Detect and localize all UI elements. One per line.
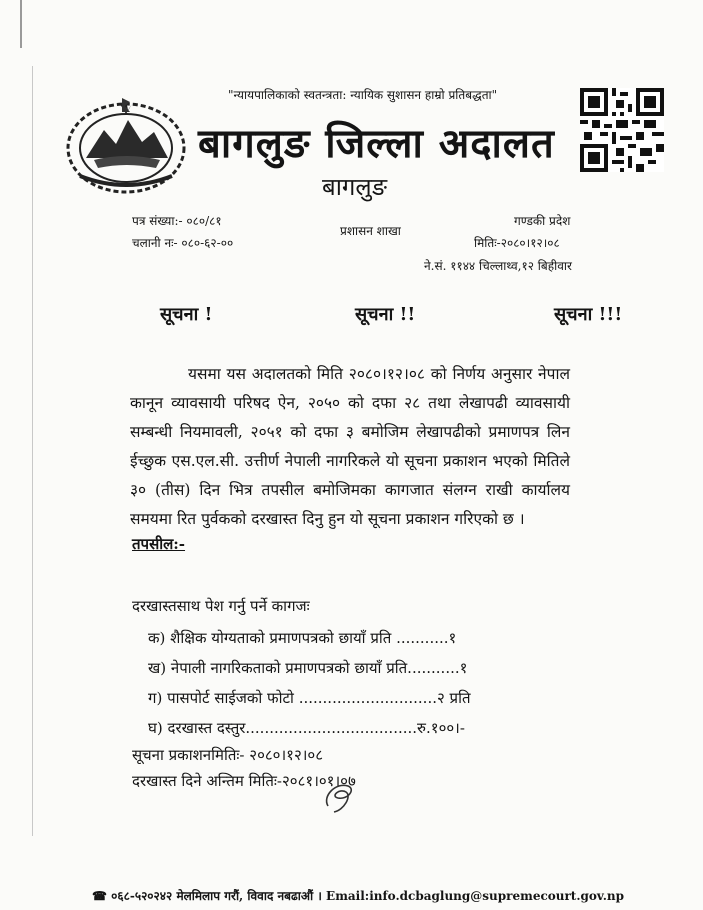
court-motto: "न्यायपालिकाको स्वतन्त्रता: न्यायिक सुशासन हाम्रो प्रतिबद्धता" — [228, 88, 498, 102]
publish-date: सूचना प्रकाशनमितिः- २०८०।१२।०८ — [132, 746, 324, 764]
document-item: घ) दरखास्त दस्तुर....................................रु.१००।- — [148, 719, 465, 737]
letter-date: मितिः-२०८०।१२।०८ — [474, 236, 560, 250]
staple-mark — [20, 0, 22, 48]
court-city: बागलुङ — [322, 173, 387, 201]
letter-number: पत्र संख्या:- ०८०/८१ — [132, 214, 222, 228]
dispatch-number: चलानी नः- ०८०-६२-०० — [132, 236, 234, 250]
notice-word-2: सूचना !! — [355, 304, 416, 325]
application-deadline: दरखास्त दिने अन्तिम मितिः-२०८१।०१।०७ — [132, 772, 356, 790]
footer-contact: ☎ ०६८-५२०२४२ मेलमिलाप गरौं, विवाद नबढाऔं । Email:info.dcbaglung@supremecourt.gov.np — [92, 889, 624, 903]
details-heading: तपसील:- — [132, 535, 186, 553]
document-item: ग) पासपोर्ट साईजको फोटो .............................२ प्रति — [148, 689, 471, 707]
court-name: बागलुङ जिल्ला अदालत — [198, 120, 555, 167]
notice-word-1: सूचना ! — [160, 304, 213, 325]
signature-mark — [318, 776, 360, 816]
document-item: ख) नेपाली नागरिकताको प्रमाणपत्रको छायाँ प्रति...........१ — [148, 659, 468, 677]
qr-code-icon — [580, 88, 664, 172]
province-name: गण्डकी प्रदेश — [514, 214, 571, 228]
nepal-sambat-date: ने.सं. ११४४ चिल्लाथ्व,१२ बिहीवार — [424, 259, 572, 273]
branch-name: प्रशासन शाखा — [340, 224, 401, 238]
documents-intro: दरखास्तसाथ पेश गर्नु पर्ने कागजः — [132, 597, 310, 615]
document-item: क) शैक्षिक योग्यताको प्रमाणपत्रको छायाँ प्रति ...........१ — [148, 629, 457, 647]
national-emblem-icon — [64, 96, 188, 196]
page-edge-line — [32, 66, 33, 836]
notice-body: यसमा यस अदालतको मिति २०८०।१२।०८ को निर्णय अनुसार नेपाल कानून व्यावसायी परिषद ऐन, २०५० को दफा २८ तथा लेखापढी व्यावसायी सम्बन्धी नियमावली, २०५१ को दफा ३ बमोजिम लेखापढीको प्रमाणपत्र लिन ईच्छुक एस.एल.सी. उत्तीर्ण नेपाली नागरिकले यो सूचना प्रकाशन भएको मितिले ३० (तीस) दिन भित्र तपसील बमोजिमका कागजात संलग्न राखी कार्यालय समयमा रित पुर्वकको दरखास्त दिनु हुन यो सूचना प्रकाशन गरिएको छ । — [130, 365, 570, 528]
notice-word-3: सूचना !!! — [554, 304, 623, 325]
